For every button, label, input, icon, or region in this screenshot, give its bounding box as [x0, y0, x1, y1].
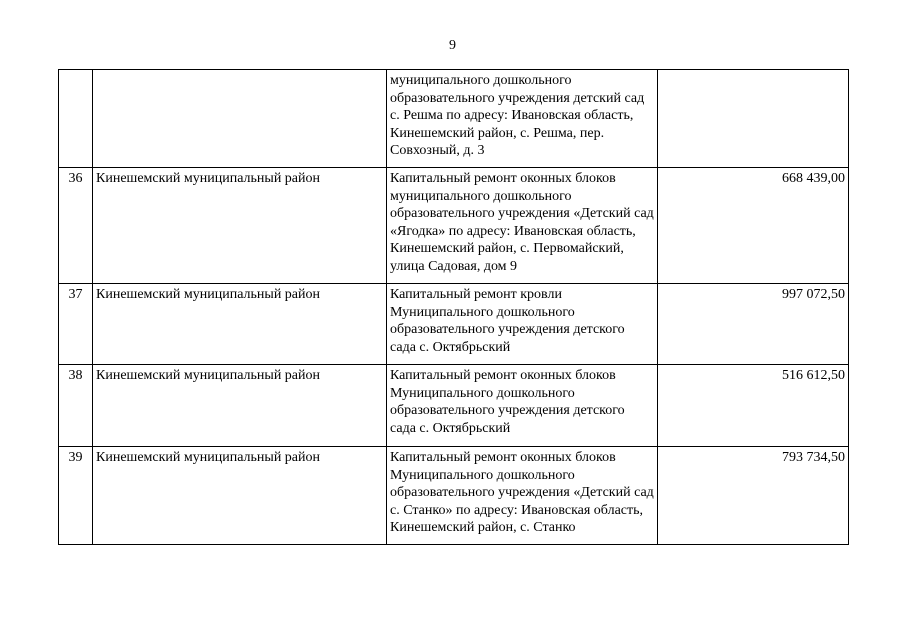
description-cell: муниципального дошкольного образовательного учреждения детский сад с. Решма по адресу: Ивановская область, Кинешемский район, с. Решма, пер. Совхозный, д. 3: [387, 70, 658, 168]
row-number-cell: 39: [59, 447, 93, 545]
district-cell: Кинешемский муниципальный район: [93, 365, 387, 447]
table-row: [59, 284, 849, 365]
district-cell: [93, 70, 387, 168]
amount-cell: 793 734,50: [658, 447, 849, 545]
description-cell: Капитальный ремонт оконных блоков Муниципального дошкольного образовательного учреждения «Детский сад с. Станко» по адресу: Ивановская область, Кинешемский район, с. Станко: [387, 447, 658, 545]
amount-cell: 516 612,50: [658, 365, 849, 447]
district-cell: Кинешемский муниципальный район: [93, 284, 387, 365]
description-cell: Капитальный ремонт оконных блоков Муниципального дошкольного образовательного учреждения детского сада с. Октябрьский: [387, 365, 658, 447]
amount-cell: [658, 70, 849, 168]
row-number-cell: [59, 70, 93, 168]
page-number: 9: [449, 38, 456, 53]
table-row: [59, 365, 849, 447]
description-cell: Капитальный ремонт кровли Муниципального дошкольного образовательного учреждения детского сада с. Октябрьский: [387, 284, 658, 365]
table-row: [59, 168, 849, 284]
table-row: [59, 70, 849, 168]
row-number-cell: 38: [59, 365, 93, 447]
row-number-cell: 37: [59, 284, 93, 365]
district-cell: Кинешемский муниципальный район: [93, 168, 387, 284]
district-cell: Кинешемский муниципальный район: [93, 447, 387, 545]
description-cell: Капитальный ремонт оконных блоков муниципального дошкольного образовательного учреждения «Детский сад «Ягодка» по адресу: Ивановская область, Кинешемский район, с. Первомайский, улица Садовая, дом 9: [387, 168, 658, 284]
amount-cell: 668 439,00: [658, 168, 849, 284]
funding-table: [58, 69, 849, 545]
row-number-cell: 36: [59, 168, 93, 284]
table-row: [59, 447, 849, 545]
amount-cell: 997 072,50: [658, 284, 849, 365]
